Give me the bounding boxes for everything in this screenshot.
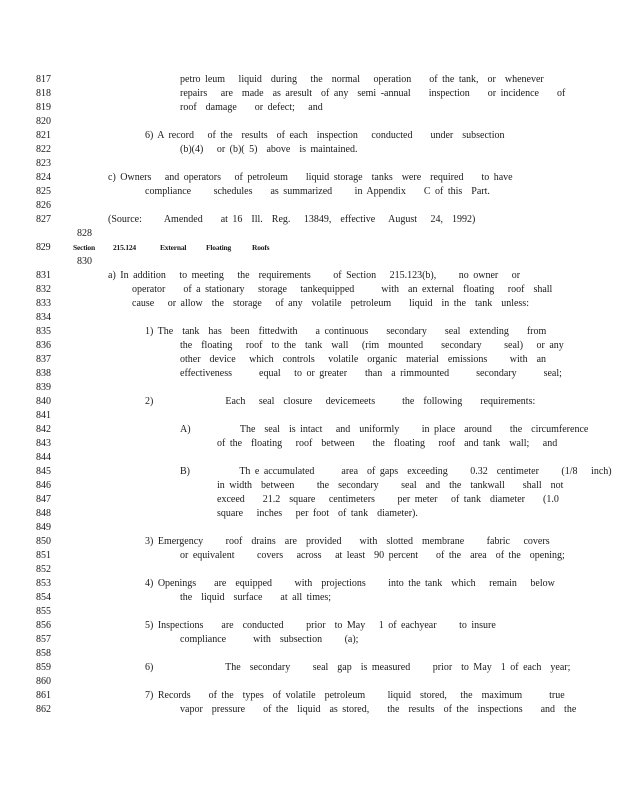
document-line xyxy=(0,662,618,675)
document-line xyxy=(0,340,618,353)
document-line xyxy=(0,550,618,563)
document-line xyxy=(0,536,618,549)
line-number: 838 xyxy=(36,368,51,379)
section-heading xyxy=(0,242,618,255)
line-text: A) The seal is intact and uniformly in place around the circumference xyxy=(180,424,589,435)
line-text: roof damage or defect; and xyxy=(180,102,323,113)
document-line xyxy=(0,116,618,129)
document-line xyxy=(0,382,618,395)
line-number: 850 xyxy=(36,536,51,547)
line-text: (b)(4) or (b)( 5) above is maintained. xyxy=(180,144,358,155)
document-line xyxy=(0,690,618,703)
line-text: 1) The tank has been fittedwith a continuous secondary seal extending from xyxy=(145,326,547,337)
line-number: 843 xyxy=(36,438,51,449)
line-number: 861 xyxy=(36,690,51,701)
line-number: 827 xyxy=(36,214,51,225)
document-line xyxy=(0,284,618,297)
document-line xyxy=(0,606,618,619)
section-title-word-2: Floating xyxy=(206,243,232,252)
line-text: of the floating roof between the floating roof and tank wall; and xyxy=(217,438,558,449)
document-line xyxy=(0,592,618,605)
document-line xyxy=(0,704,618,717)
line-number: 820 xyxy=(36,116,51,127)
line-text: effectiveness equal to or greater than a rimmounted secondary seal; xyxy=(180,368,562,379)
line-number: 834 xyxy=(36,312,51,323)
line-number: 837 xyxy=(36,354,51,365)
line-text: square inches per foot of tank diameter). xyxy=(217,508,418,519)
line-text: compliance with subsection (a); xyxy=(180,634,359,645)
line-text: 6) A record of the results of each inspection conducted under subsection xyxy=(145,130,505,141)
line-number: 846 xyxy=(36,480,51,491)
line-number: 856 xyxy=(36,620,51,631)
line-number: 825 xyxy=(36,186,51,197)
document-line xyxy=(0,438,618,451)
line-number: 822 xyxy=(36,144,51,155)
line-text: compliance schedules as summarized in Appendix C of this Part. xyxy=(145,186,490,197)
document-line xyxy=(0,298,618,311)
document-line xyxy=(0,410,618,423)
line-number: 853 xyxy=(36,578,51,589)
line-number: 840 xyxy=(36,396,51,407)
section-title-word-1: External xyxy=(160,243,187,252)
document-line xyxy=(0,326,618,339)
line-number: 845 xyxy=(36,466,51,477)
line-number: 849 xyxy=(36,522,51,533)
document-line xyxy=(0,564,618,577)
document-line xyxy=(0,74,618,87)
line-number: 821 xyxy=(36,130,51,141)
document-line xyxy=(0,578,618,591)
line-number: 859 xyxy=(36,662,51,673)
line-number: 818 xyxy=(36,88,51,99)
line-number: 836 xyxy=(36,340,51,351)
line-number: 858 xyxy=(36,648,51,659)
document-line xyxy=(0,102,618,115)
document-line xyxy=(0,144,618,157)
document-line xyxy=(0,312,618,325)
document-line xyxy=(0,508,618,521)
line-text: B) Th e accumulated area of gaps exceeding 0.32 centimeter (1/8 inch) xyxy=(180,466,612,477)
document-line xyxy=(0,270,618,283)
line-number: 860 xyxy=(36,676,51,687)
line-text: operator of a stationary storage tankequipped with an external floating roof shall xyxy=(132,284,553,295)
line-number: 823 xyxy=(36,158,51,169)
document-line xyxy=(0,452,618,465)
document-line xyxy=(0,424,618,437)
line-number: 833 xyxy=(36,298,51,309)
document-line xyxy=(0,676,618,689)
line-text: exceed 21.2 square centimeters per meter of tank diameter (1.0 xyxy=(217,494,559,505)
line-text: petro leum liquid during the normal operation of the tank, or whenever xyxy=(180,74,544,85)
document-line xyxy=(0,634,618,647)
line-text: cause or allow the storage of any volatile petroleum liquid in the tank unless: xyxy=(132,298,529,309)
document-line xyxy=(0,158,618,171)
document-line xyxy=(0,466,618,479)
line-number: 854 xyxy=(36,592,51,603)
document-line xyxy=(0,88,618,101)
line-number: 824 xyxy=(36,172,51,183)
line-text: c) Owners and operators of petroleum liquid storage tanks were required to have xyxy=(108,172,513,183)
document-line xyxy=(0,480,618,493)
line-number: 839 xyxy=(36,382,51,393)
line-number: 857 xyxy=(36,634,51,645)
line-number: 847 xyxy=(36,494,51,505)
line-text: 7) Records of the types of volatile petroleum liquid stored, the maximum true xyxy=(145,690,565,701)
line-text: 4) Openings are equipped with projections into the tank which remain below xyxy=(145,578,555,589)
line-text: repairs are made as aresult of any semi -annual inspection or incidence of xyxy=(180,88,566,99)
line-number: 848 xyxy=(36,508,51,519)
line-number-829: 829 xyxy=(36,242,51,253)
line-text: in width between the secondary seal and the tankwall shall not xyxy=(217,480,564,491)
document-line xyxy=(0,130,618,143)
line-text: 5) Inspections are conducted prior to May 1 of eachyear to insure xyxy=(145,620,496,631)
line-text: the floating roof to the tank wall (rim mounted secondary seal) or any xyxy=(180,340,564,351)
document-line xyxy=(0,368,618,381)
document-line xyxy=(0,172,618,185)
line-text: vapor pressure of the liquid as stored, the results of the inspections and the xyxy=(180,704,577,715)
line-number: 844 xyxy=(36,452,51,463)
document-line xyxy=(0,200,618,213)
document-line xyxy=(0,648,618,661)
section-number: 215.124 xyxy=(113,243,136,252)
document-line xyxy=(0,396,618,409)
line-number: 831 xyxy=(36,270,51,281)
line-number: 862 xyxy=(36,704,51,715)
line-text: or equivalent covers across at least 90 percent of the area of the opening; xyxy=(180,550,565,561)
line-number: 855 xyxy=(36,606,51,617)
line-number: 841 xyxy=(36,410,51,421)
line-text: 2) Each seal closure devicemeets the following requirements: xyxy=(145,396,536,407)
line-text: the liquid surface at all times; xyxy=(180,592,332,603)
line-number: 842 xyxy=(36,424,51,435)
document-line xyxy=(0,186,618,199)
line-text: a) In addition to meeting the requirements of Section 215.123(b), no owner or xyxy=(108,270,521,281)
line-text: 6) The secondary seal gap is measured prior to May 1 of each year; xyxy=(145,662,571,673)
section-label: Section xyxy=(73,243,95,252)
line-number-830: 830 xyxy=(77,256,92,267)
document-line xyxy=(0,620,618,633)
document-line xyxy=(0,354,618,367)
line-number: 819 xyxy=(36,102,51,113)
line-text: (Source: Amended at 16 Ill. Reg. 13849, effective August 24, 1992) xyxy=(108,214,476,225)
line-number-828: 828 xyxy=(77,228,92,239)
line-number: 851 xyxy=(36,550,51,561)
section-title-word-3: Roofs xyxy=(252,243,270,252)
document-line xyxy=(0,522,618,535)
document-line xyxy=(0,214,618,227)
line-number: 817 xyxy=(36,74,51,85)
document-line xyxy=(0,494,618,507)
line-number: 852 xyxy=(36,564,51,575)
line-number: 832 xyxy=(36,284,51,295)
line-text: other device which controls volatile organic material emissions with an xyxy=(180,354,547,365)
line-text: 3) Emergency roof drains are provided with slotted membrane fabric covers xyxy=(145,536,550,547)
line-number: 826 xyxy=(36,200,51,211)
line-number: 835 xyxy=(36,326,51,337)
